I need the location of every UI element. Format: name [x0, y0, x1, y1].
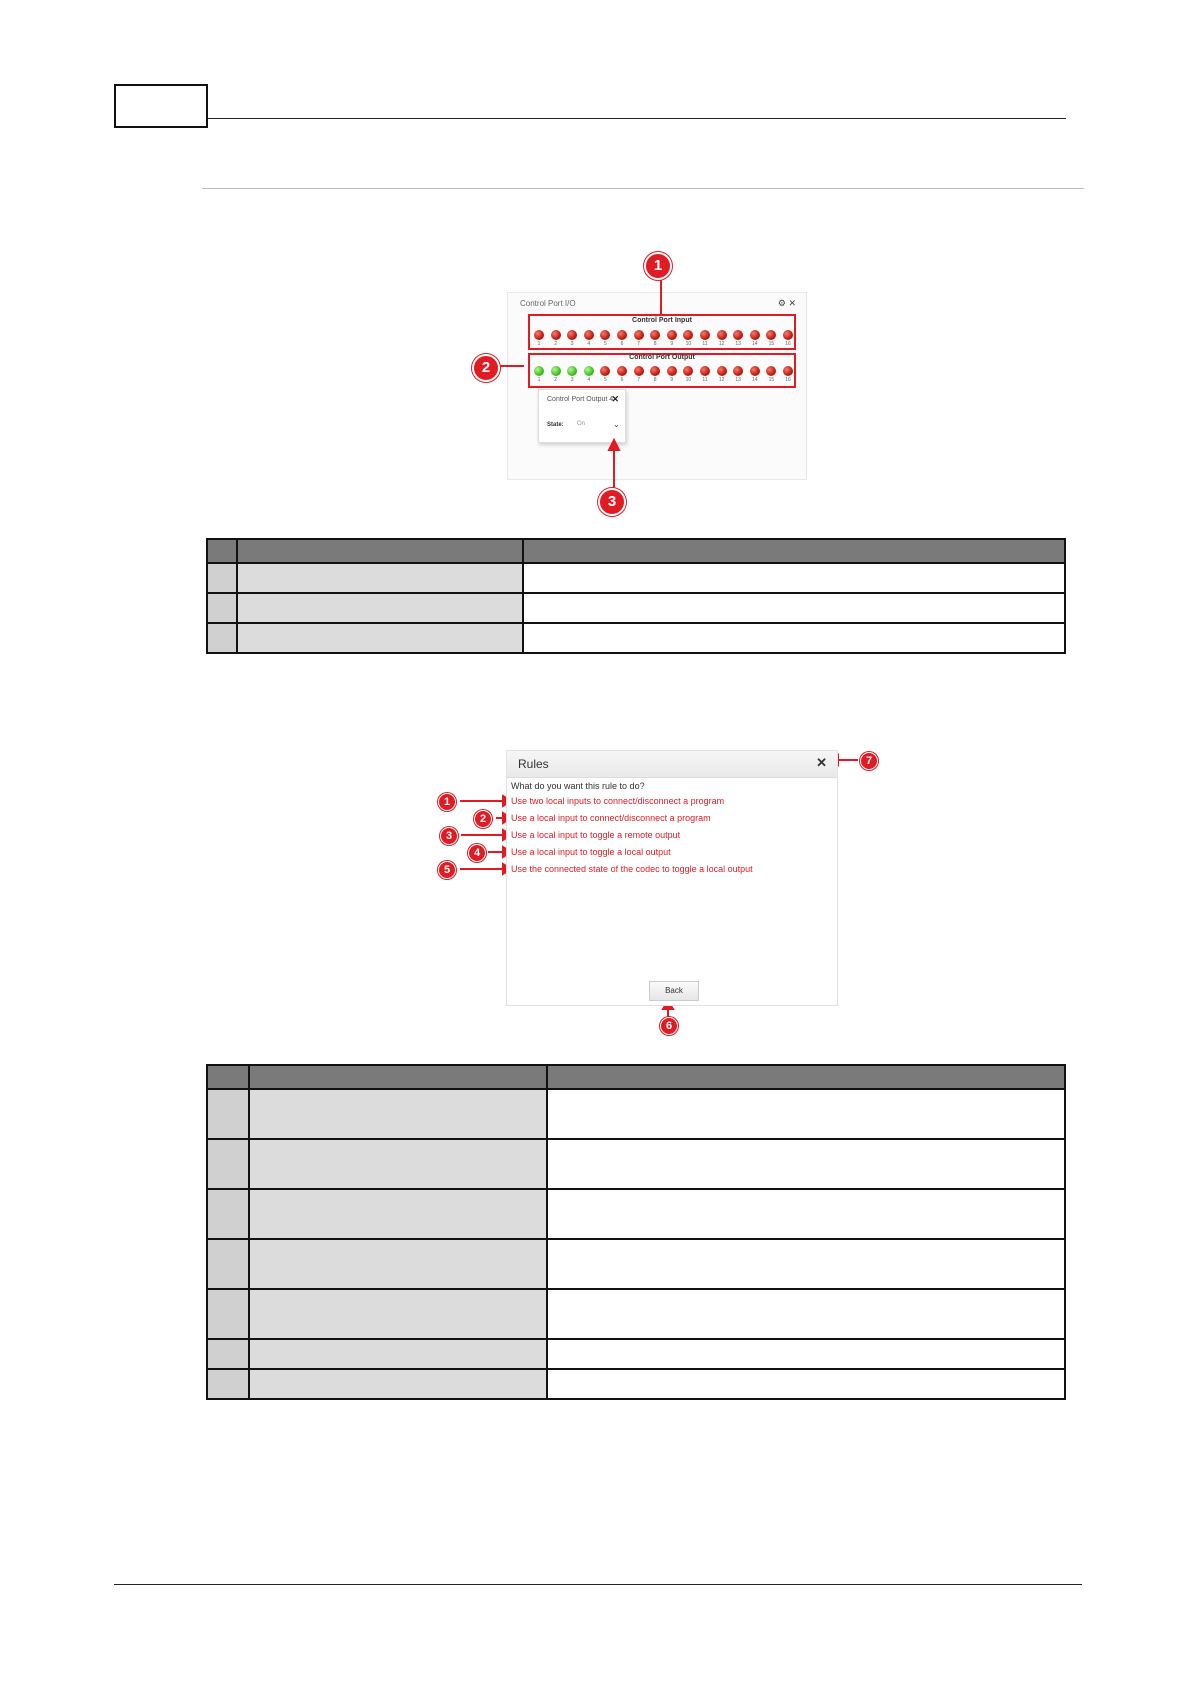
table-1 [206, 538, 1066, 654]
rules-header [507, 751, 837, 778]
close-icon[interactable]: ✕ [788, 298, 796, 308]
back-button[interactable]: Back [649, 981, 699, 1001]
input-led-number: 12 [718, 341, 725, 347]
input-led-number: 13 [735, 341, 741, 347]
input-led-number: 7 [637, 341, 640, 347]
table-2 [206, 1064, 1066, 1400]
output-led-number: 7 [637, 377, 640, 383]
window-title: Rules [518, 757, 549, 771]
footer-rule [114, 1584, 1082, 1585]
output-led-number: 8 [653, 377, 657, 383]
output-led-number: 3 [570, 377, 574, 383]
table-row [207, 593, 1065, 623]
callout-badge-7: 7 [860, 752, 878, 770]
table-row [207, 1189, 1065, 1239]
output-led-number: 11 [702, 377, 708, 383]
output-led-number: 2 [554, 377, 557, 383]
rule-option-3[interactable]: Use a local input to toggle a remote output [511, 830, 681, 840]
output-led-number: 5 [604, 377, 607, 383]
rules-question: What do you want this rule to do? [511, 781, 645, 791]
callout-badge-4: 4 [468, 844, 486, 862]
close-icon[interactable]: ✕ [816, 755, 827, 770]
input-group-label: Control Port Input [632, 317, 692, 324]
table-header [207, 539, 1065, 563]
input-led-number: 15 [768, 341, 775, 347]
rule-option-5[interactable]: Use the connected state of the codec to toggle a local output [511, 864, 753, 874]
output-led-number: 14 [752, 377, 758, 383]
output-led-number: 6 [620, 377, 624, 383]
table-row [207, 1369, 1065, 1399]
output-led-number: 15 [768, 377, 775, 383]
input-led-number: 3 [570, 341, 574, 347]
output-led-number: 16 [785, 377, 791, 383]
rule-option-2[interactable]: Use a local input to connect/disconnect a program [511, 813, 711, 823]
popup-title: Control Port Output 4 [547, 396, 614, 403]
table-header [207, 1065, 1065, 1089]
output-led-number: 1 [537, 377, 541, 383]
input-led-number: 8 [653, 341, 657, 347]
output-led-number: 10 [685, 377, 692, 383]
rule-option-4[interactable]: Use a local input to toggle a local output [511, 847, 671, 857]
table-row [207, 1339, 1065, 1369]
output-led-number: 9 [670, 377, 674, 383]
table-row [207, 1139, 1065, 1189]
callout-badge-1: 1 [438, 793, 456, 811]
input-led-number: 9 [670, 341, 674, 347]
rules-window [506, 750, 838, 1006]
state-select[interactable]: On [577, 421, 586, 427]
table-row [207, 1089, 1065, 1139]
table-row [207, 1289, 1065, 1339]
output-led-number: 13 [735, 377, 741, 383]
callout-badge-3: 3 [598, 488, 626, 516]
rule-option-1[interactable]: Use two local inputs to connect/disconnect a program [511, 796, 725, 806]
input-led-number: 14 [752, 341, 758, 347]
table-row [207, 1239, 1065, 1289]
input-led-number: 4 [587, 341, 591, 347]
input-led-number: 6 [620, 341, 624, 347]
callout-badge-2: 2 [472, 354, 500, 382]
output-led-number: 12 [718, 377, 725, 383]
output-group-label: Control Port Output [629, 354, 695, 361]
gear-icon[interactable]: ⚙ [777, 298, 786, 308]
table-row [207, 563, 1065, 593]
close-icon[interactable]: ✕ [611, 394, 619, 404]
callout-badge-2: 2 [474, 810, 492, 828]
table-row [207, 623, 1065, 653]
callout-badge-5: 5 [438, 861, 456, 879]
callout-badge-6: 6 [660, 1017, 678, 1035]
input-led-number: 11 [702, 341, 708, 347]
input-led-number: 2 [554, 341, 557, 347]
chevron-down-icon[interactable]: ⌄ [613, 420, 620, 429]
input-led-number: 16 [785, 341, 791, 347]
input-led-number: 1 [537, 341, 541, 347]
input-led-number: 5 [604, 341, 607, 347]
callout-badge-1: 1 [644, 252, 672, 280]
state-label: State: [547, 422, 564, 428]
input-led-number: 10 [685, 341, 692, 347]
callout-badge-3: 3 [440, 827, 458, 845]
output-led-number: 4 [587, 377, 591, 383]
window-title: Control Port I/O [520, 299, 576, 308]
callout-arrowhead-3 [609, 440, 619, 450]
